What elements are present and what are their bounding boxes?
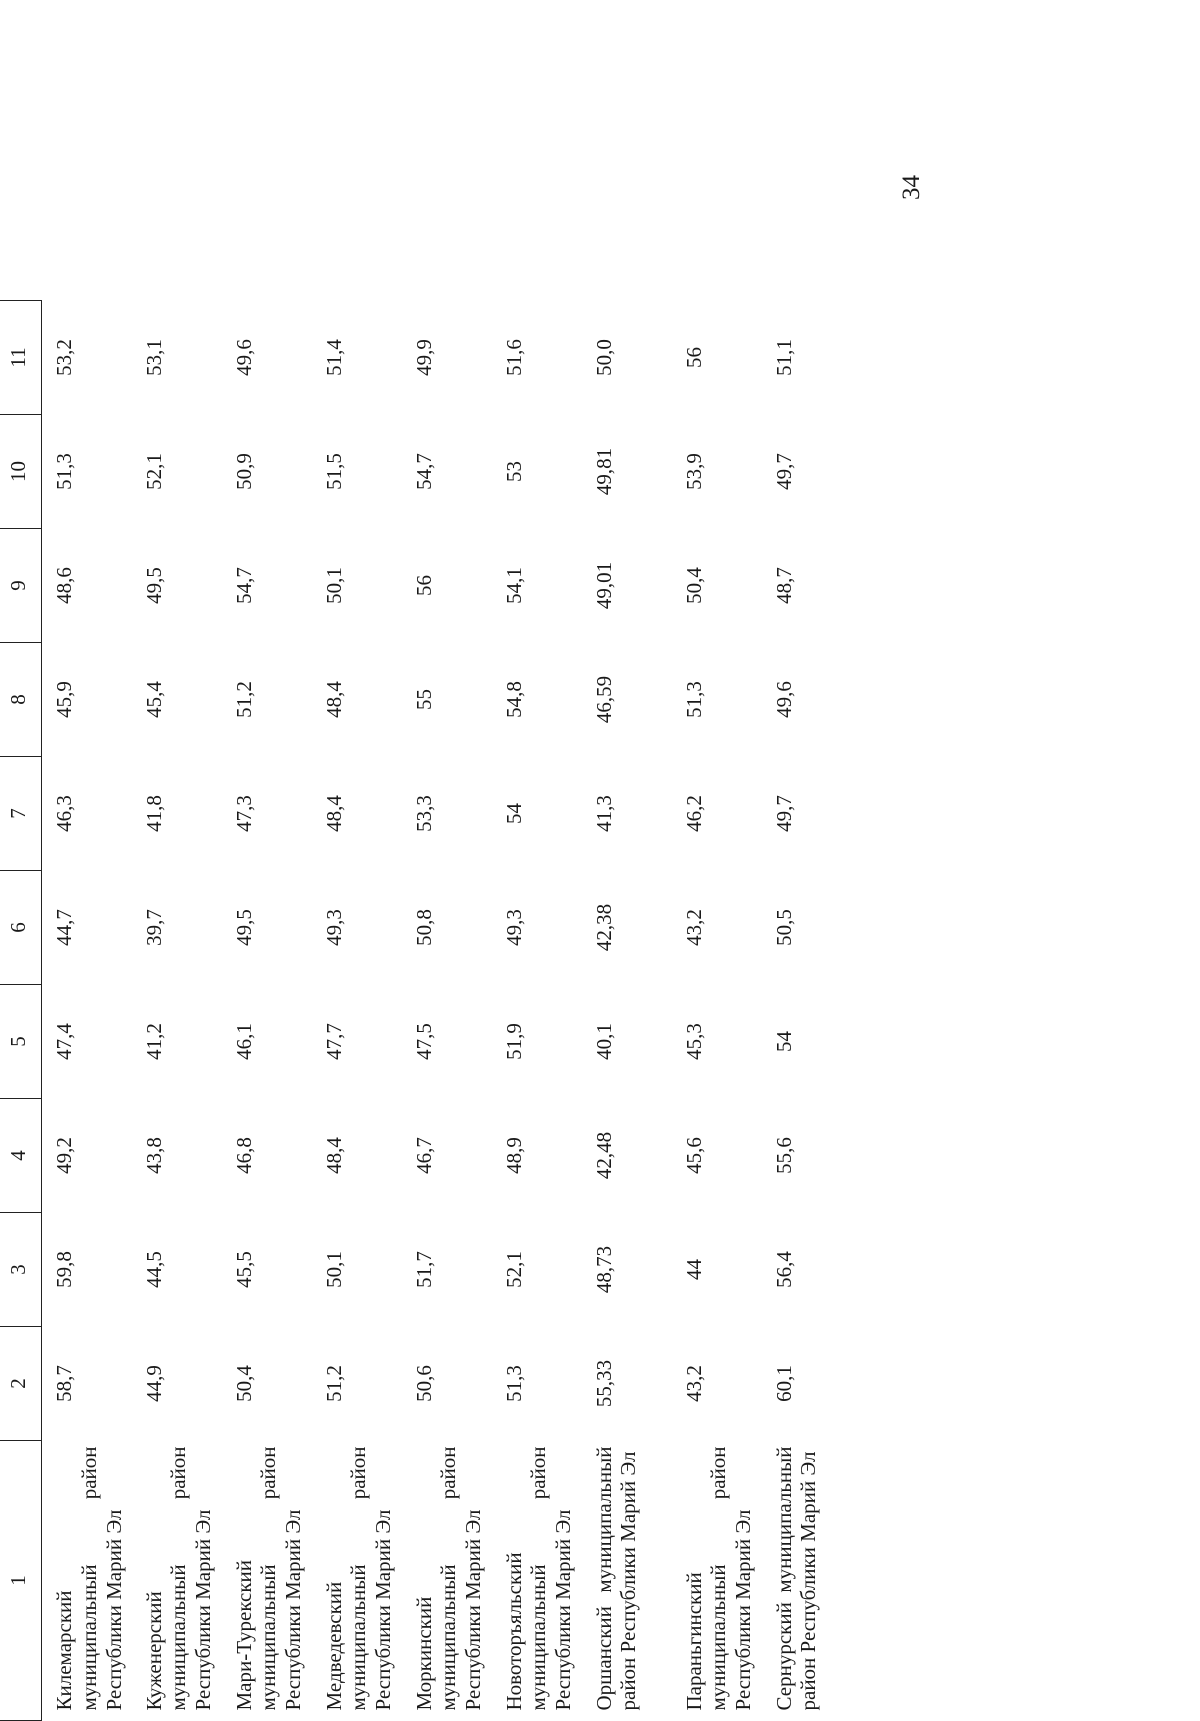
value-cell: 46,1 [231,1023,256,1060]
statistics-table-wrapper [0,301,821,1721]
value-cell: 48,6 [52,567,76,604]
district-name-cell: Параньгинский муниципальный район Республики Марий Эл [681,1446,756,1711]
value-cell: 50,1 [321,567,346,604]
value-cell: 46,8 [231,1137,256,1174]
table-row [762,301,852,1721]
district-name-cell: Новоторъяльский муниципальный район Республики Марий Эл [501,1446,576,1711]
value-cell: 53,9 [681,453,706,490]
value-cell: 50,1 [321,1251,346,1288]
column-header-3: 3 [0,1213,42,1327]
value-cell: 41,3 [591,795,616,832]
value-cell: 51,6 [501,339,526,376]
district-name-cell: Моркинский муниципальный район Республики Марий Эл [411,1446,486,1711]
value-cell: 48,4 [321,795,346,832]
value-cell: 52,1 [141,453,166,490]
value-cell: 41,8 [141,795,166,832]
value-cell: 48,7 [771,567,796,604]
value-cell: 51,2 [321,1365,346,1402]
value-cell: 49,01 [591,561,616,610]
value-cell: 59,8 [52,1251,76,1288]
district-name-cell: Мари-Турекский муниципальный район Республики Марий Эл [231,1446,306,1711]
value-cell: 56 [681,347,706,368]
value-cell: 49,5 [141,567,166,604]
value-cell: 51,3 [52,453,76,490]
value-cell: 55,33 [591,1359,616,1408]
value-cell: 43,2 [681,1365,706,1402]
page-number: 34 [898,175,925,200]
value-cell: 45,3 [681,1023,706,1060]
column-header-5: 5 [0,985,42,1099]
value-cell: 49,3 [501,909,526,946]
value-cell: 51,3 [681,681,706,718]
column-header-11: 11 [0,301,42,415]
value-cell: 49,6 [231,339,256,376]
value-cell: 51,5 [321,453,346,490]
table-row [672,301,762,1721]
table-header-row [0,301,42,1721]
value-cell: 54,1 [501,567,526,604]
value-cell: 51,7 [411,1251,436,1288]
value-cell: 56 [411,575,436,596]
value-cell: 54,7 [231,567,256,604]
value-cell: 41,2 [141,1023,166,1060]
value-cell: 50,6 [411,1365,436,1402]
value-cell: 46,3 [52,795,76,832]
value-cell: 49,7 [771,795,796,832]
value-cell: 49,3 [321,909,346,946]
value-cell: 49,2 [52,1137,76,1174]
table-row [402,301,492,1721]
value-cell: 45,5 [231,1251,256,1288]
column-header-9: 9 [0,529,42,643]
value-cell: 39,7 [141,909,166,946]
value-cell: 58,7 [52,1365,76,1402]
value-cell: 43,2 [681,909,706,946]
value-cell: 50,5 [771,909,796,946]
district-name-cell: Медведевский муниципальный район Республики Марий Эл [321,1446,396,1711]
value-cell: 50,4 [231,1365,256,1402]
value-cell: 44 [681,1259,706,1280]
value-cell: 54 [771,1031,796,1052]
value-cell: 44,7 [52,909,76,946]
value-cell: 49,9 [411,339,436,376]
value-cell: 45,4 [141,681,166,718]
value-cell: 48,4 [321,1137,346,1174]
table-body [42,301,852,1721]
district-name-cell: Сернурский муниципальный район Республики Марий Эл [771,1446,821,1711]
value-cell: 44,9 [141,1365,166,1402]
district-name-cell: Куженерский муниципальный район Республики Марий Эл [141,1446,216,1711]
column-header-4: 4 [0,1099,42,1213]
value-cell: 49,6 [771,681,796,718]
value-cell: 47,7 [321,1023,346,1060]
value-cell: 54 [501,803,526,824]
column-header-1: 1 [0,1441,42,1721]
value-cell: 45,9 [52,681,76,718]
value-cell: 51,1 [771,339,796,376]
column-header-10: 10 [0,415,42,529]
value-cell: 46,2 [681,795,706,832]
value-cell: 48,73 [591,1245,616,1294]
value-cell: 60,1 [771,1365,796,1402]
table-row [492,301,582,1721]
table-row [312,301,402,1721]
value-cell: 50,9 [231,453,256,490]
table-row [132,301,222,1721]
value-cell: 51,9 [501,1023,526,1060]
value-cell: 56,4 [771,1251,796,1288]
value-cell: 51,2 [231,681,256,718]
district-name-cell: Оршанский муниципальный район Республики Марий Эл [591,1446,641,1711]
value-cell: 42,48 [591,1131,616,1180]
value-cell: 53,2 [52,339,76,376]
value-cell: 54,7 [411,453,436,490]
value-cell: 47,4 [52,1023,76,1060]
column-header-7: 7 [0,757,42,871]
value-cell: 42,38 [591,903,616,952]
value-cell: 48,9 [501,1137,526,1174]
value-cell: 46,7 [411,1137,436,1174]
value-cell: 55,6 [771,1137,796,1174]
value-cell: 49,5 [231,909,256,946]
value-cell: 43,8 [141,1137,166,1174]
district-name-cell: Килемарский муниципальный район Республики Марий Эл [52,1446,126,1711]
column-header-2: 2 [0,1327,42,1441]
column-header-8: 8 [0,643,42,757]
value-cell: 53 [501,461,526,482]
value-cell: 48,4 [321,681,346,718]
value-cell: 50,8 [411,909,436,946]
value-cell: 40,1 [591,1023,616,1060]
value-cell: 49,7 [771,453,796,490]
statistics-table [0,300,852,1721]
value-cell: 50,0 [591,339,616,376]
table-row [582,301,672,1721]
column-header-6: 6 [0,871,42,985]
value-cell: 54,8 [501,681,526,718]
value-cell: 45,6 [681,1137,706,1174]
value-cell: 46,59 [591,675,616,724]
value-cell: 49,81 [591,447,616,496]
value-cell: 52,1 [501,1251,526,1288]
value-cell: 53,3 [411,795,436,832]
value-cell: 55 [411,689,436,710]
table-row [42,301,132,1721]
value-cell: 44,5 [141,1251,166,1288]
value-cell: 51,3 [501,1365,526,1402]
table-row [222,301,312,1721]
value-cell: 51,4 [321,339,346,376]
value-cell: 47,5 [411,1023,436,1060]
value-cell: 50,4 [681,567,706,604]
value-cell: 53,1 [141,339,166,376]
value-cell: 47,3 [231,795,256,832]
